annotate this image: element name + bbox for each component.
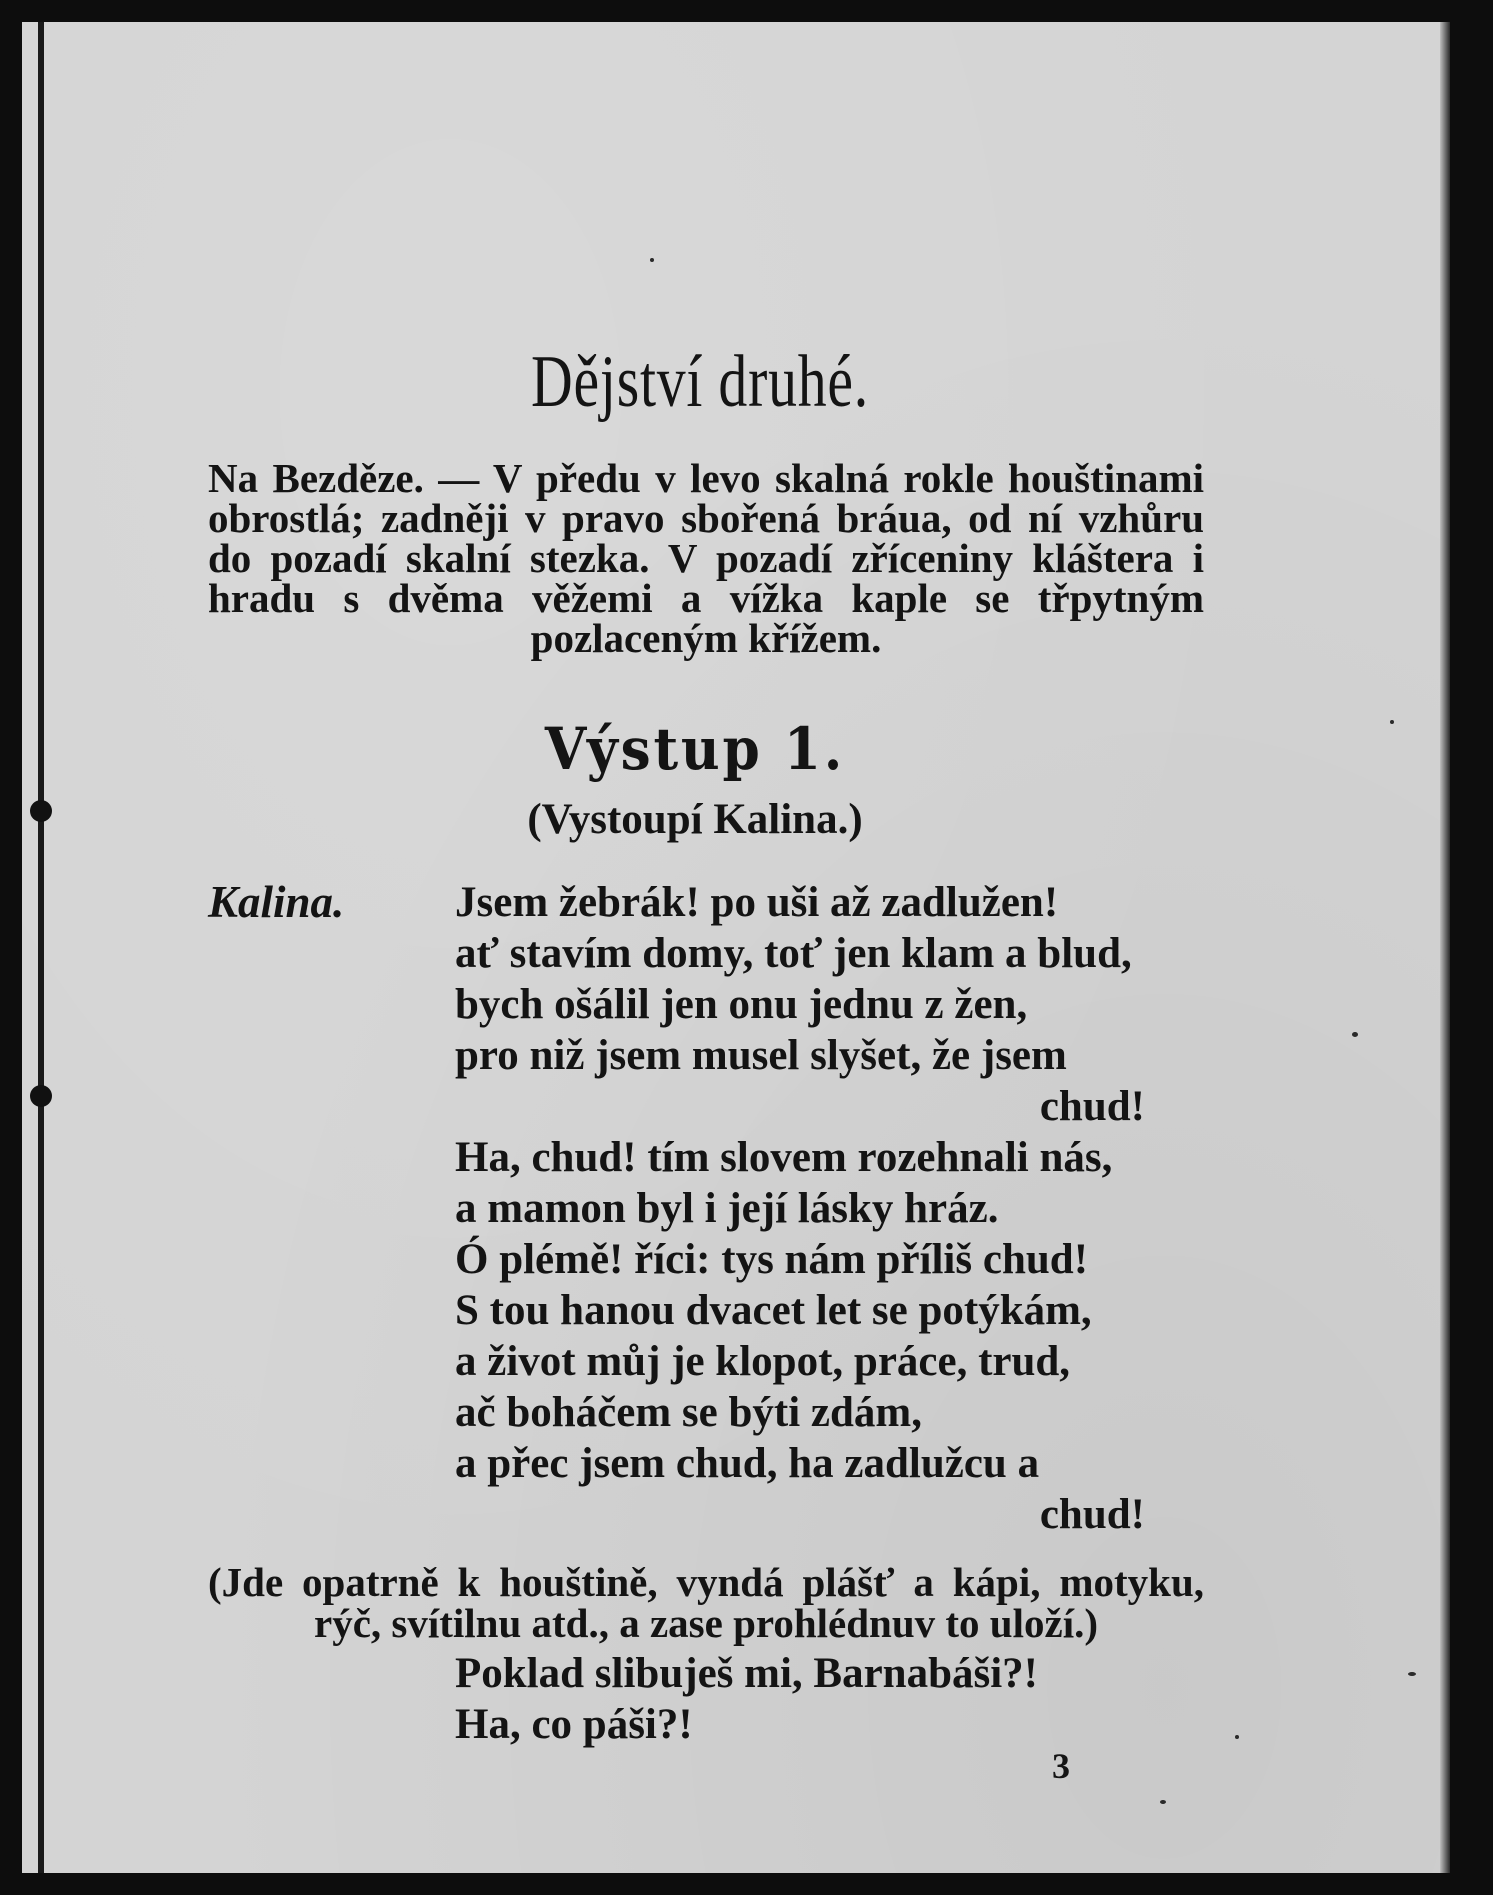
verse-block-1 (455, 877, 1203, 1540)
speaker-name: Kalina. (208, 877, 345, 927)
ink-blot (30, 1085, 52, 1107)
verse-line-continuation: chud! (1039, 1083, 1145, 1130)
page-number: 3 (1052, 1746, 1070, 1786)
stage-direction: Na Bezděze. — V předu v levo skalná rokle houštinami obrostlá; zadněji v pravo sbořená bráua, od ní vzhůru do pozadí skalní stezka. V pozadí zříceniny kláštera i hradu s dvěma věžemi a vížka kaple se třpytným pozlaceným křížem. (208, 455, 1204, 661)
scene-note: (Vystoupí Kalina.) (527, 796, 863, 843)
paper-speck (1235, 1735, 1239, 1739)
act-title: Dějství druhé. (531, 341, 869, 423)
page-edge-shadow (1440, 22, 1450, 1873)
paper-speck (1390, 720, 1394, 724)
verse-line: Ha, chud! tím slovem rozehnali nás, (455, 1134, 1113, 1181)
verse-line: ač boháčem se býti zdám, (455, 1389, 922, 1436)
paper-speck (1160, 1800, 1166, 1804)
verse-line: a život můj je klopot, práce, trud, (455, 1338, 1071, 1385)
verse-line: Ó plémě! říci: tys nám příliš chud! (455, 1236, 1089, 1283)
verse-line-continuation: chud! (1039, 1491, 1145, 1538)
verse-line: Poklad slibuješ mi, Barnabáši?! (455, 1650, 1038, 1697)
paper-speck (1408, 1672, 1416, 1676)
verse-line: Jsem žebrák! po uši až zadlužen! (455, 879, 1059, 926)
verse-line: S tou hanou dvacet let se potýkám, (455, 1287, 1092, 1334)
verse-line: bych ošálil jen onu jednu z žen, (455, 981, 1028, 1028)
page-spine-edge (38, 22, 44, 1873)
verse-line: a přec jsem chud, ha zadlužcu a (455, 1440, 1040, 1487)
paper-speck (1352, 1032, 1358, 1037)
stage-direction-action: (Jde opatrně k houštině, vyndá plášť a kápi, motyku, rýč, svítilnu atd., a zase prohlédnuv to uloží.) (208, 1559, 1204, 1646)
verse-block-2 (455, 1648, 1203, 1750)
paper-speck (650, 258, 654, 262)
verse-line: ať stavím domy, toť jen klam a blud, (455, 930, 1132, 977)
verse-line: a mamon byl i její lásky hráz. (455, 1185, 999, 1232)
verse-line: Ha, co páši?! (455, 1701, 693, 1748)
verse-line: pro niž jsem musel slyšet, že jsem (455, 1032, 1067, 1079)
scene-title: Výstup 1. (544, 715, 846, 783)
